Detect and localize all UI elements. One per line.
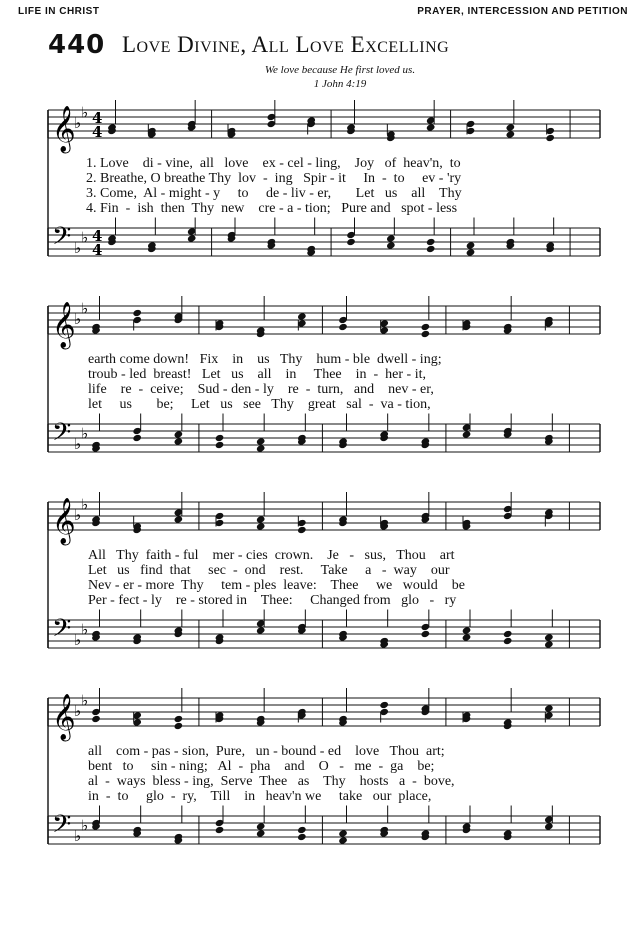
flat-icon: ♭ [81,103,89,122]
note-head [506,130,516,138]
lyric-line: life re - ceive; Sud - den - ly re - turn, and nev - er, [88,382,434,397]
lyric-line: al - ways bless - ing, Serve Thee as Thy hosts a - bove, [88,774,455,789]
note-head [256,626,266,634]
treble-staff [48,104,600,155]
note-head [256,829,266,837]
note-head [297,312,307,320]
note-head [346,238,356,246]
note-head [174,437,184,445]
note-head [256,437,266,445]
bass-clef-icon: 𝄢 [52,810,72,845]
lyric-line: in - to glo - ry, Till in heav'n we take our place, [88,789,432,804]
note-head [297,833,307,841]
note-head [426,238,436,246]
flat-icon: ♭ [81,495,89,514]
note-head [421,323,431,331]
lyric-line: all com - pas - sion, Pure, un - bound - ed love Thou art; [88,744,445,759]
note-head [462,633,472,641]
lyric-line: Per - fect - ly re - stored in Thee: Changed from glo - ry [88,593,457,608]
lyric-line: Nev - er - more Thy tem - ples leave: Thee we would be [88,578,465,593]
note-head [215,434,225,442]
note-head [379,701,389,709]
flat-icon: ♭ [74,827,82,845]
note-head [426,245,436,253]
bass-staff [48,222,600,259]
lyric-line: Let us find that sec - ond rest. Take a - way our [88,563,450,578]
treble-staff [48,300,600,351]
flat-icon: ♭ [81,228,89,247]
treble-clef-icon: 𝄞 [52,694,76,740]
note-head [297,526,307,534]
bass-clef-icon: 𝄢 [52,222,72,257]
flat-icon: ♭ [81,299,89,318]
note-head [215,826,225,834]
flat-icon: ♭ [81,620,89,639]
lyric-line: troub - led breast! Let us all in Thee in - her - it, [88,367,426,382]
note-head [421,630,431,638]
flat-icon: ♭ [74,114,82,132]
epigraph-text: We love because He first loved us. [264,64,416,76]
note-head [297,826,307,834]
lyric-line: 3. Come, Al - might - y to de - liv - er, Let us all Thy [86,186,462,201]
bass-staff [48,614,600,649]
note-head [256,444,266,452]
section-label: LIFE IN CHRIST [18,6,100,17]
note-head [466,248,476,256]
note-head [256,522,266,530]
flat-icon: ♭ [74,702,82,720]
bass-staff [48,418,600,453]
note-head [503,637,513,645]
bass-clef-icon: 𝄢 [52,418,72,453]
note-head [386,241,396,249]
note-head [187,234,197,242]
flat-icon: ♭ [74,239,82,257]
note-head [132,434,142,442]
flat-icon: ♭ [81,816,89,835]
treble-clef-icon: 𝄞 [52,302,76,348]
note-head [544,704,554,712]
note-head [256,515,266,523]
lyric-line: bent to sin - ning; Al - pha and O - me - ga be; [88,759,435,774]
lyric-line: 1. Love di - vine, all love ex - cel - ling, Joy of heav'n, to [86,156,461,171]
hymn-title: Love Divine, All Love Excelling [122,32,450,57]
hymn-number: 440 [48,30,106,60]
treble-clef-icon: 𝄞 [52,498,76,544]
flat-icon: ♭ [74,506,82,524]
note-head [462,626,472,634]
note-head [544,633,554,641]
category-label: PRAYER, INTERCESSION AND PETITION [417,6,628,17]
treble-clef-icon: 𝄞 [52,106,76,152]
note-head [338,323,348,331]
note-head [506,123,516,131]
note-head [174,722,184,730]
note-head [544,822,554,830]
lyric-line: All Thy faith - ful mer - cies crown. Je - sus, Thou art [88,548,455,563]
note-head [503,630,513,638]
time-signature: 4 [92,123,103,141]
epigraph-citation: 1 John 4:19 [313,78,367,90]
treble-staff [48,496,600,547]
note-head [91,715,101,723]
flat-icon: ♭ [74,310,82,328]
note-head [544,640,554,648]
note-head [426,123,436,131]
note-head [132,309,142,317]
lyric-line: let us be; Let us see Thy great sal - va - tion, [88,397,431,412]
note-head [174,715,184,723]
note-head [466,241,476,249]
note-head [174,515,184,523]
flat-icon: ♭ [74,435,82,453]
bass-clef-icon: 𝄢 [52,614,72,649]
flat-icon: ♭ [81,691,89,710]
lyric-line: 2. Breathe, O breathe Thy lov - ing Spir - it In - to ev - 'ry [86,171,462,186]
time-signature: 4 [92,241,103,259]
flat-icon: ♭ [74,631,82,649]
time-signature: 4 [92,109,103,127]
note-head [462,430,472,438]
note-head [215,441,225,449]
treble-staff [48,692,600,743]
note-head [386,234,396,242]
note-head [256,822,266,830]
note-head [174,430,184,438]
note-head [338,829,348,837]
lyric-line: earth come down! Fix in us Thy hum - ble dwell - ing; [88,352,442,367]
flat-icon: ♭ [81,424,89,443]
lyric-line: 4. Fin - ish then Thy new cre - a - tion; Pure and spot - less [86,201,458,216]
bass-staff [48,810,600,845]
note-head [421,330,431,338]
note-head [545,134,555,142]
time-signature: 4 [92,227,103,245]
note-head [338,836,348,844]
